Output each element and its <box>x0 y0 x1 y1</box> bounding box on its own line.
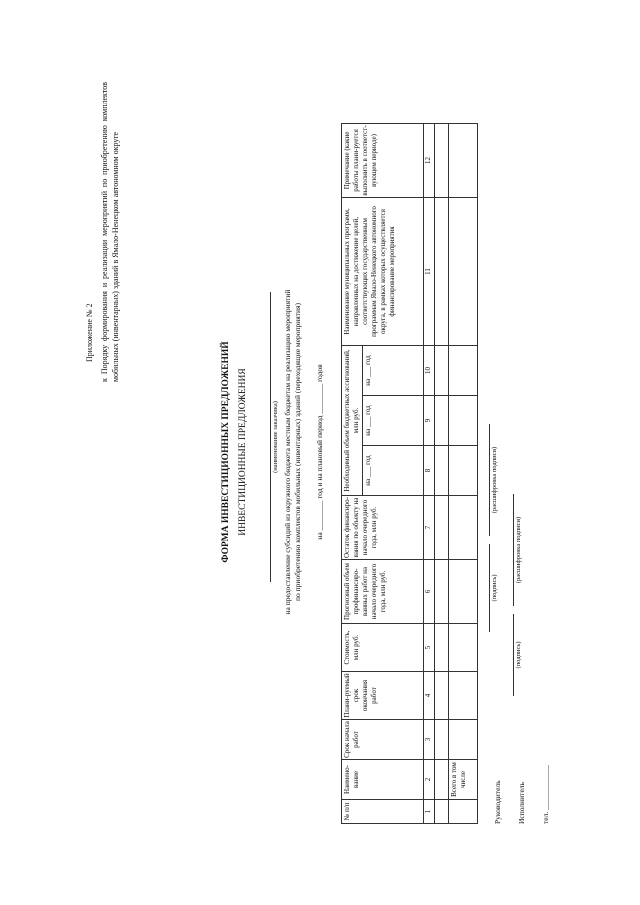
head-label: Руководитель <box>493 780 502 824</box>
executor-label: Исполнитель <box>517 782 526 824</box>
investment-table <box>341 123 478 824</box>
column-number-row <box>424 123 435 823</box>
period-suffix: годов <box>315 364 324 382</box>
header-col-required: Необходимый объем бюджетных ассигнований, млн руб. <box>342 345 363 495</box>
header-col-year-c: на ___ год <box>363 345 424 395</box>
period-mid: год и на плановый период <box>315 415 324 499</box>
header-col-end: Плани-руемый срок окончания работ <box>342 672 424 720</box>
annex-label: Приложение № 2 <box>85 303 94 362</box>
column-number: 11 <box>424 197 435 345</box>
purpose-line-1: на предоставление субсидий из окружного бюджета местным бюджетам на реализацию мероприятий <box>283 289 292 615</box>
total-label: Всего в том числе <box>449 760 478 800</box>
purpose-text <box>283 72 303 832</box>
executor-decoding-caption: (расшифровка подписи) <box>515 516 522 584</box>
column-number: 2 <box>424 760 435 800</box>
column-number: 4 <box>424 672 435 720</box>
executor-signature-line <box>513 614 522 696</box>
annex-text: к Порядку формирования и реализации мероприятий по приобретению комплектов мобильных (инвентарных) зданий в Ямало-Ненецком автономном округе <box>100 82 120 382</box>
executor-signature-caption: (подпись) <box>515 641 522 669</box>
header-col-year-a: на ___ год <box>363 446 424 496</box>
head-decoding-caption: (расшифровка подписи) <box>491 446 498 514</box>
column-number: 8 <box>424 446 435 496</box>
table-row-total <box>449 123 478 823</box>
header-col-start: Срок начала работ <box>342 720 424 760</box>
customer-name-line <box>270 292 279 582</box>
executor-decoding-line <box>513 494 522 606</box>
header-col-forecast: Прогнозный объем профинансиро-ванных работ на начало очередного года, млн руб. <box>342 560 424 624</box>
column-number: 10 <box>424 345 435 395</box>
column-number: 5 <box>424 624 435 672</box>
rotated-document-sheet <box>85 72 555 832</box>
header-col-no: № п/п <box>342 800 424 824</box>
header-col-cost: Стоимость, млн руб. <box>342 624 424 672</box>
header-col-year-b: на ___ год <box>363 396 424 446</box>
header-col-note: Примечание (какие работы плани-руется выполнить в соответст-вующем периоде) <box>342 123 424 197</box>
period-line: на ________ год и на плановый период ________ годов <box>315 364 324 540</box>
column-number: 7 <box>424 496 435 560</box>
column-number: 9 <box>424 396 435 446</box>
column-number: 1 <box>424 800 435 824</box>
head-signature-line <box>489 544 498 632</box>
table-row-empty <box>435 123 449 823</box>
column-number: 12 <box>424 123 435 197</box>
phone-label: тел. <box>541 811 550 824</box>
header-col-remaining: Остаток финансиро-вания по объекту на начало очередного года, млн руб. <box>342 496 424 560</box>
form-title: ФОРМА ИНВЕСТИЦИОННЫХ ПРЕДЛОЖЕНИЙ <box>221 341 231 563</box>
customer-caption: (наименование заказчика) <box>272 401 279 473</box>
header-col-name: Наимено-вание <box>342 760 424 800</box>
document-title: ИНВЕСТИЦИОННЫЕ ПРЕДЛОЖЕНИЯ <box>238 368 248 536</box>
head-decoding-line <box>489 424 498 536</box>
purpose-line-2: по приобретению комплектов мобильных (инвентарных) зданий (переходящие мероприятия) <box>293 303 302 601</box>
head-signature-caption: (подпись) <box>491 574 498 602</box>
period-prefix: на <box>315 532 324 540</box>
header-col-programs: Наименование муниципальных программ, направленных на достижение целей, соответствующих государственным программам Ямало-Ненецкого автономного округа, в рамках которых осуществляется финансирование мероприятия <box>342 197 424 345</box>
column-number: 6 <box>424 560 435 624</box>
column-number: 3 <box>424 720 435 760</box>
phone-line: тел. ____________ <box>541 764 550 824</box>
